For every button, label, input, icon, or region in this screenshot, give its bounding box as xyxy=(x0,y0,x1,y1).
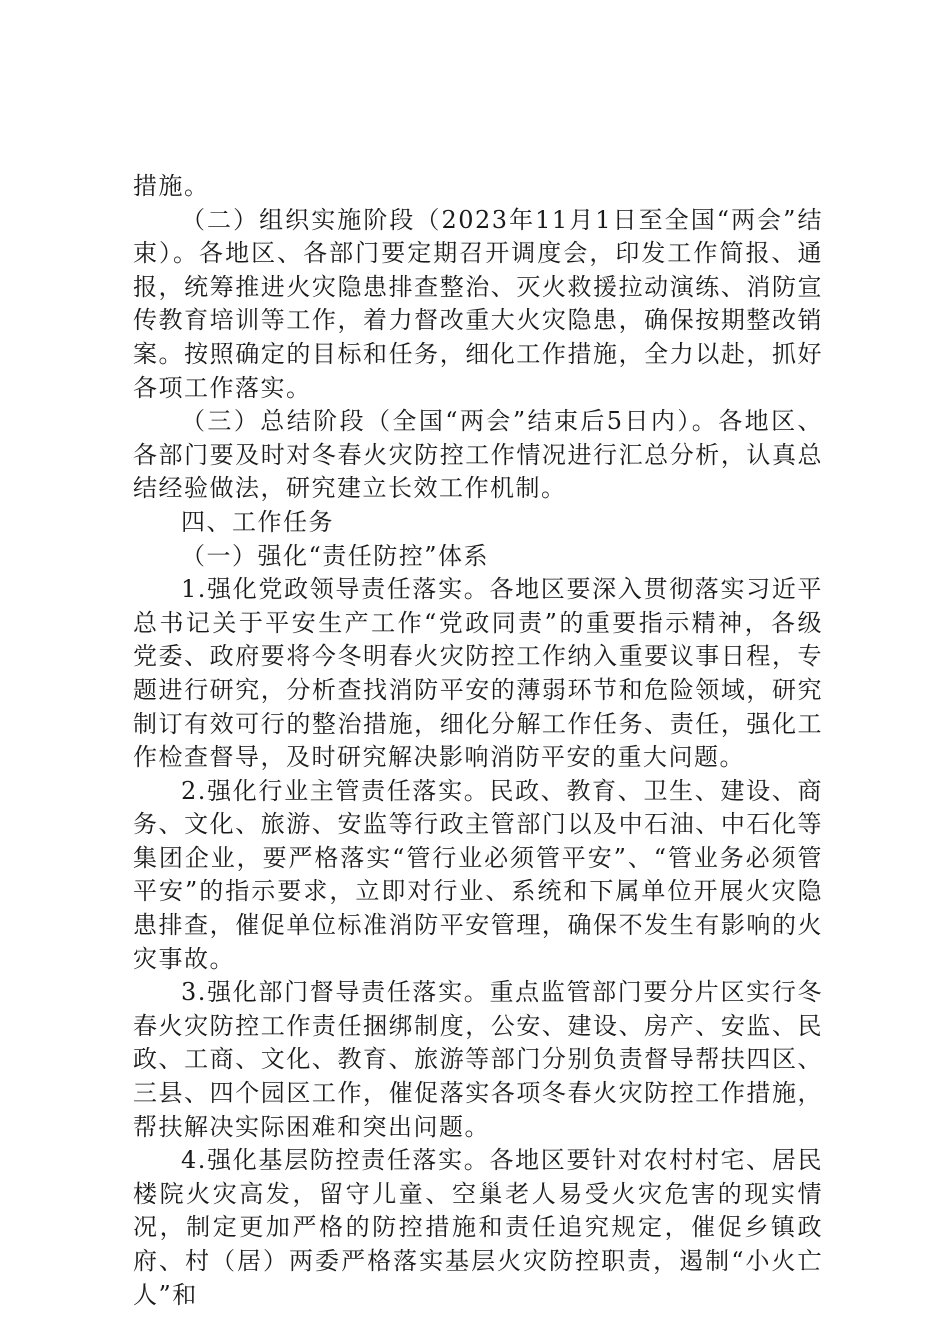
paragraph-summary-stage: （三）总结阶段（全国“两会”结束后5日内）。各地区、各部门要及时对冬春火灾防控工作情况进行汇总分析，认真总结经验做法，研究建立长效工作机制。 xyxy=(133,407,823,503)
paragraph-item-3: 3.强化部门督导责任落实。重点监管部门要分片区实行冬春火灾防控工作责任捆绑制度，公安、建设、房产、安监、民政、工商、文化、教育、旅游等部门分别负责督导帮扶四区、三县、四个园区工作，催促落实各项冬春火灾防控工作措施，帮扶解决实际困难和突出问题。 xyxy=(133,978,823,1141)
paragraph-implementation-stage: （二）组织实施阶段（2023年11月1日至全国“两会”结束）。各地区、各部门要定期召开调度会，印发工作简报、通报，统筹推进火灾隐患排查整治、灭火救援拉动演练、消防宣传教育培训等工作，着力督改重大火灾隐患，确保按期整改销案。按照确定的目标和任务，细化工作措施，全力以赴，抓好各项工作落实。 xyxy=(133,205,823,402)
paragraph-item-2: 2.强化行业主管责任落实。民政、教育、卫生、建设、商务、文化、旅游、安监等行政主管部门以及中石油、中石化等集团企业，要严格落实“管行业必须管平安”、“管业务必须管平安”的指示要求，立即对行业、系统和下属单位开展火灾隐患排查，催促单位标准消防平安管理，确保不发生有影响的火灾事故。 xyxy=(133,776,823,973)
document-body xyxy=(133,170,823,1312)
paragraph-item-4: 4.强化基层防控责任落实。各地区要针对农村村宅、居民楼院火灾高发，留守儿童、空巢老人易受火灾危害的现实情况，制定更加严格的防控措施和责任追究规定，催促乡镇政府、村（居）两委严格落实基层火灾防控职责，遏制“小火亡人”和 xyxy=(133,1146,823,1309)
section-heading-tasks: 四、工作任务 xyxy=(181,507,334,536)
paragraph-item-1: 1.强化党政领导责任落实。各地区要深入贯彻落实习近平总书记关于平安生产工作“党政同责”的重要指示精神，各级党委、政府要将今冬明春火灾防控工作纳入重要议事日程，专题进行研究，分析查找消防平安的薄弱环节和危险领域，研究制订有效可行的整治措施，细化分解工作任务、责任，强化工作检查督导，及时研究解决影响消防平安的重大问题。 xyxy=(133,575,823,772)
paragraph-continuation: 措施。 xyxy=(133,172,210,200)
subsection-heading-responsibility: （一）强化“责任防控”体系 xyxy=(181,541,490,570)
